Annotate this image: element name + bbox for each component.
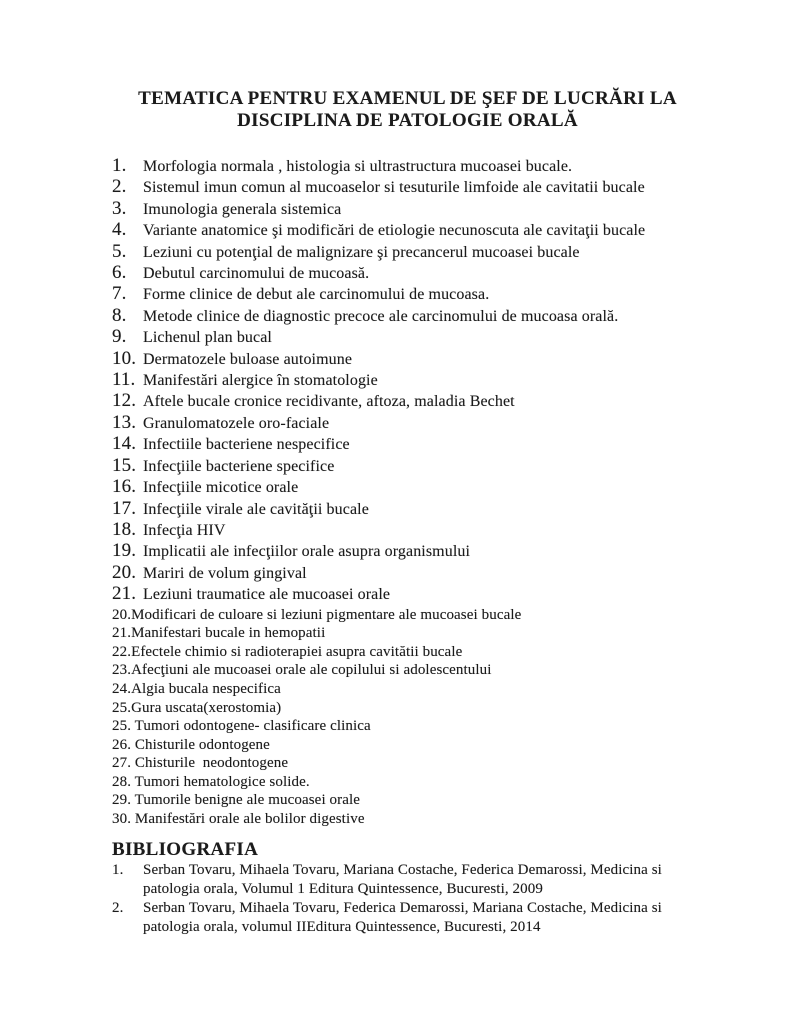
topic-text: Infecţiile virale ale cavităţii bucale	[143, 500, 369, 518]
bibliography-text: Serban Tovaru, Mihaela Tovaru, Federica Demarossi, Mariana Costache, Medicina si patologia orala, volumul IIEditura Quintessence, Bucuresti, 2014	[143, 899, 666, 935]
topic-item	[112, 220, 703, 241]
topic-text: Manifestări orale ale bolilor digestive	[134, 811, 365, 828]
topic-item	[112, 624, 703, 643]
topic-item	[112, 370, 703, 391]
topic-text: Manifestari bucale in hemopatii	[131, 625, 326, 642]
topic-text: Infecţiile bacteriene specifice	[143, 457, 335, 475]
topic-item	[112, 242, 703, 263]
topic-item	[112, 584, 703, 605]
topic-number: 12.	[112, 390, 137, 412]
topic-text: Morfologia normala , histologia si ultrastructura mucoasei bucale.	[143, 158, 573, 175]
topic-number: 26.	[112, 736, 132, 753]
topic-text: Aftele bucale cronice recidivante, aftoza, maladia Bechet	[143, 393, 515, 411]
topic-item	[112, 156, 703, 177]
topic-item	[112, 563, 703, 584]
topic-item	[112, 456, 703, 477]
topic-number: 7.	[112, 283, 127, 305]
topics-list-primary	[112, 156, 703, 606]
topic-item	[112, 284, 703, 305]
topic-item	[112, 520, 703, 541]
topic-number: 11.	[112, 369, 136, 391]
topic-number: 2.	[112, 176, 127, 198]
topic-number: 10.	[112, 347, 137, 369]
bibliography-heading: BIBLIOGRAFIA	[112, 838, 259, 860]
topic-text: Implicatii ale infecţiilor orale asupra organismului	[143, 543, 471, 561]
topic-text: Forme clinice de debut ale carcinomului de mucoasa.	[143, 286, 490, 304]
topic-item	[112, 499, 703, 520]
bibliography-list	[112, 861, 703, 937]
topic-text: Chisturile odontogene	[134, 736, 270, 753]
topic-item	[112, 736, 703, 755]
topic-item	[112, 434, 703, 455]
topic-number: 21.	[112, 583, 137, 605]
topic-item	[112, 791, 703, 810]
topic-text: Dermatozele buloase autoimune	[143, 350, 353, 368]
topic-text: Infecţia HIV	[143, 521, 226, 539]
topic-item	[112, 413, 703, 434]
topic-number: 23.	[112, 662, 132, 679]
topic-text: Leziuni traumatice ale mucoasei orale	[143, 586, 391, 604]
topic-number: 5.	[112, 240, 127, 262]
topic-item	[112, 327, 703, 348]
topic-text: Infectiile bacteriene nespecifice	[143, 436, 350, 454]
title-line-1: TEMATICA PENTRU EXAMENUL DE ŞEF DE LUCRĂRI LA	[138, 88, 677, 109]
topic-text: Leziuni cu potenţial de malignizare şi precancerul mucoasei bucale	[143, 243, 580, 261]
topic-number: 17.	[112, 497, 137, 519]
topic-text: Tumori odontogene- clasificare clinica	[134, 718, 371, 735]
topic-text: Manifestări alergice în stomatologie	[143, 372, 378, 390]
topic-text: Chisturile neodontogene	[134, 755, 289, 772]
topic-text: Modificari de culoare si leziuni pigmentare ale mucoasei bucale	[131, 606, 522, 623]
topic-number: 4.	[112, 219, 127, 241]
topic-text: Afecţiuni ale mucoasei orale ale copilului si adolescentului	[131, 662, 492, 679]
bibliography-text: Serban Tovaru, Mihaela Tovaru, Mariana Costache, Federica Demarossi, Medicina si patologia orala, Volumul 1 Editura Quintessence, Bucuresti, 2009	[143, 861, 666, 897]
topic-number: 18.	[112, 518, 137, 540]
topic-item	[112, 773, 703, 792]
topic-number: 21.	[112, 625, 132, 642]
topic-number: 9.	[112, 326, 127, 348]
topic-number: 15.	[112, 454, 137, 476]
topic-number: 22.	[112, 643, 132, 660]
bibliography-item	[112, 899, 703, 937]
topic-number: 25.	[112, 699, 132, 716]
topic-item	[112, 263, 703, 284]
topic-number: 25.	[112, 718, 132, 735]
topics-list-secondary	[112, 606, 703, 829]
topic-text: Lichenul plan bucal	[143, 329, 272, 347]
topic-text: Debutul carcinomului de mucoasă.	[143, 265, 370, 283]
topic-number: 6.	[112, 262, 127, 284]
topic-text: Algia bucala nespecifica	[131, 680, 281, 697]
topic-text: Variante anatomice şi modificări de etiologie necunoscuta ale cavitaţii bucale	[143, 222, 646, 240]
topic-item	[112, 606, 703, 625]
topic-text: Gura uscata(xerostomia)	[131, 699, 282, 716]
topic-item	[112, 680, 703, 699]
topic-text: Infecţiile micotice orale	[143, 479, 299, 497]
topic-item	[112, 643, 703, 662]
topic-text: Efectele chimio si radioterapiei asupra cavitătii bucale	[131, 643, 463, 660]
topic-number: 1.	[112, 155, 127, 176]
topic-number: 24.	[112, 680, 132, 697]
bibliography-number: 2.	[112, 899, 124, 916]
topic-number: 29.	[112, 792, 132, 809]
topic-text: Imunologia generala sistemica	[143, 200, 342, 218]
topic-number: 3.	[112, 197, 127, 219]
topic-item	[112, 391, 703, 412]
topic-item	[112, 717, 703, 736]
topic-number: 16.	[112, 476, 137, 498]
topic-item	[112, 477, 703, 498]
topic-text: Granulomatozele oro-faciale	[143, 414, 330, 432]
topic-number: 13.	[112, 411, 137, 433]
topic-text: Mariri de volum gingival	[143, 564, 307, 582]
topic-item	[112, 661, 703, 680]
topic-number: 20.	[112, 606, 132, 623]
topic-item	[112, 349, 703, 370]
topic-text: Tumorile benigne ale mucoasei orale	[134, 792, 361, 809]
document-title	[112, 88, 703, 132]
topic-item	[112, 810, 703, 829]
topic-item	[112, 199, 703, 220]
topic-text: Tumori hematologice solide.	[134, 773, 310, 790]
title-line-2: DISCIPLINA DE PATOLOGIE ORALĂ	[237, 110, 578, 131]
bibliography-item	[112, 861, 703, 899]
topic-number: 20.	[112, 561, 137, 583]
topic-number: 19.	[112, 540, 137, 562]
topic-number: 28.	[112, 773, 132, 790]
topic-number: 27.	[112, 755, 132, 772]
topic-number: 14.	[112, 433, 137, 455]
topic-text: Metode clinice de diagnostic precoce ale carcinomului de mucoasa orală.	[143, 307, 619, 325]
topic-item	[112, 754, 703, 773]
topic-item	[112, 306, 703, 327]
topic-text: Sistemul imun comun al mucoaselor si tesuturile limfoide ale cavitatii bucale	[143, 179, 645, 197]
topic-number: 30.	[112, 811, 132, 828]
topic-item	[112, 699, 703, 718]
topic-number: 8.	[112, 304, 127, 326]
topic-item	[112, 177, 703, 198]
bibliography-number: 1.	[112, 861, 124, 878]
topic-item	[112, 541, 703, 562]
